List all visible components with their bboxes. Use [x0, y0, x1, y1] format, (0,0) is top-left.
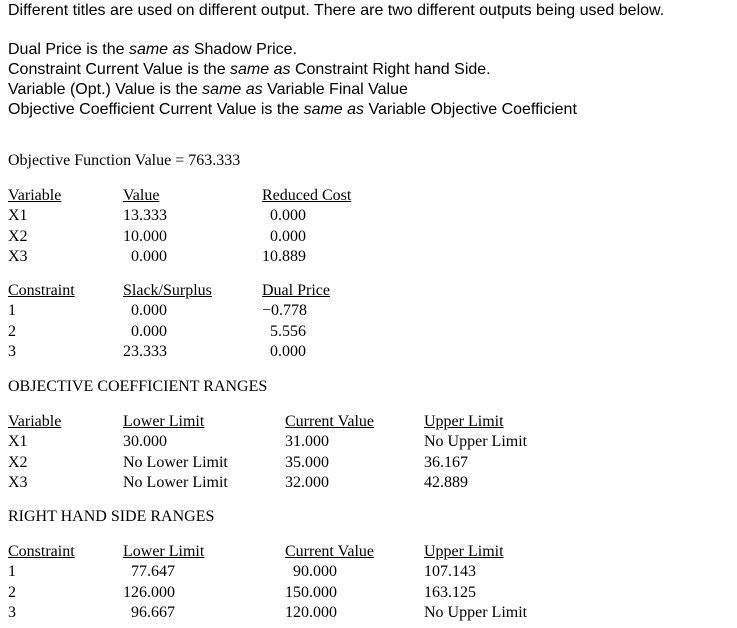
rhs-ranges-header-current: Current Value	[285, 543, 375, 560]
obj-ranges-cell: X2	[8, 454, 28, 471]
obj-ranges-header-lower: Lower Limit	[123, 413, 205, 430]
constraints-cell: 2	[8, 323, 16, 340]
rhs-ranges-header-lower: Lower Limit	[123, 543, 205, 560]
obj-ranges-cell: No Lower Limit	[123, 474, 228, 491]
intro-line: Different titles are used on different output. There are two different outputs being used below.	[8, 2, 665, 19]
eq-emphasis: same as	[202, 81, 263, 98]
eq-text: Variable Final Value	[262, 81, 408, 98]
constraints-cell: 0.000	[270, 343, 306, 360]
eq-text: Variable (Opt.) Value is the	[8, 81, 203, 98]
variables-header-variable: Variable	[8, 187, 62, 204]
eq-emphasis: same as	[303, 101, 365, 118]
equivalence-variable-value	[8, 81, 408, 99]
constraints-cell: 23.333	[123, 343, 167, 360]
objective-ranges-title: OBJECTIVE COEFFICIENT RANGES	[8, 378, 268, 395]
variables-cell: X2	[8, 228, 28, 245]
variables-cell: X3	[8, 248, 28, 265]
eq-emphasis: same as	[230, 61, 291, 78]
constraints-cell: 1	[8, 302, 16, 319]
equivalence-constraint-value	[8, 61, 491, 79]
constraints-cell: 3	[8, 343, 16, 360]
rhs-ranges-cell: 150.000	[285, 584, 337, 601]
variables-cell: 10.000	[123, 228, 167, 245]
rhs-ranges-cell: 96.667	[131, 604, 175, 621]
rhs-ranges-cell: 77.647	[131, 563, 175, 580]
obj-ranges-cell: 31.000	[285, 433, 329, 450]
variables-cell: 0.000	[270, 207, 306, 224]
obj-ranges-cell: 35.000	[285, 454, 329, 471]
obj-ranges-cell: 32.000	[285, 474, 329, 491]
constraints-header-dual-price: Dual Price	[262, 282, 330, 299]
obj-ranges-cell: 42.889	[424, 474, 468, 491]
obj-ranges-cell: 30.000	[123, 433, 167, 450]
rhs-ranges-cell: 120.000	[285, 604, 337, 621]
eq-text: Objective Coefficient Current Value is the	[8, 101, 304, 118]
rhs-ranges-cell: 3	[8, 604, 16, 621]
constraints-cell: 5.556	[270, 323, 306, 340]
rhs-ranges-cell: 1	[8, 563, 16, 580]
rhs-ranges-cell: 2	[8, 584, 16, 601]
eq-text: Variable Objective Coefficient	[364, 101, 577, 118]
rhs-ranges-title: RIGHT HAND SIDE RANGES	[8, 508, 215, 525]
constraints-cell: 0.000	[131, 302, 167, 319]
variables-header-reduced-cost: Reduced Cost	[262, 187, 352, 204]
eq-emphasis: same as	[128, 41, 190, 58]
obj-ranges-header-current: Current Value	[285, 413, 375, 430]
rhs-ranges-cell: 163.125	[424, 584, 476, 601]
variables-cell: 0.000	[270, 228, 306, 245]
constraints-cell: 0.000	[131, 323, 167, 340]
obj-ranges-header-upper: Upper Limit	[424, 413, 504, 430]
variables-cell: 0.000	[131, 248, 167, 265]
variables-cell: 13.333	[123, 207, 167, 224]
obj-ranges-cell: 36.167	[424, 454, 468, 471]
eq-text: Constraint Current Value is the	[8, 61, 231, 78]
constraints-cell: −0.778	[262, 302, 308, 319]
eq-text: Constraint Right hand Side.	[290, 61, 491, 78]
rhs-ranges-header-constraint: Constraint	[8, 543, 75, 560]
eq-text: Dual Price is the	[8, 41, 129, 58]
eq-text: Shadow Price.	[189, 41, 298, 58]
rhs-ranges-cell: 107.143	[424, 563, 476, 580]
constraints-header-constraint: Constraint	[8, 282, 75, 299]
objective-function-value: Objective Function Value = 763.333	[8, 152, 241, 169]
rhs-ranges-cell: 126.000	[123, 584, 175, 601]
obj-ranges-cell: X1	[8, 433, 28, 450]
variables-header-value: Value	[123, 187, 160, 204]
rhs-ranges-cell: No Upper Limit	[424, 604, 528, 621]
variables-cell: X1	[8, 207, 28, 224]
constraints-header-slack: Slack/Surplus	[123, 282, 212, 299]
obj-ranges-header-variable: Variable	[8, 413, 62, 430]
rhs-ranges-cell: 90.000	[293, 563, 337, 580]
equivalence-objective-coefficient	[8, 101, 577, 119]
obj-ranges-cell: X3	[8, 474, 28, 491]
obj-ranges-cell: No Lower Limit	[123, 454, 228, 471]
variables-cell: 10.889	[262, 248, 306, 265]
rhs-ranges-header-upper: Upper Limit	[424, 543, 504, 560]
obj-ranges-cell: No Upper Limit	[424, 433, 528, 450]
equivalence-dual-price	[8, 41, 297, 59]
